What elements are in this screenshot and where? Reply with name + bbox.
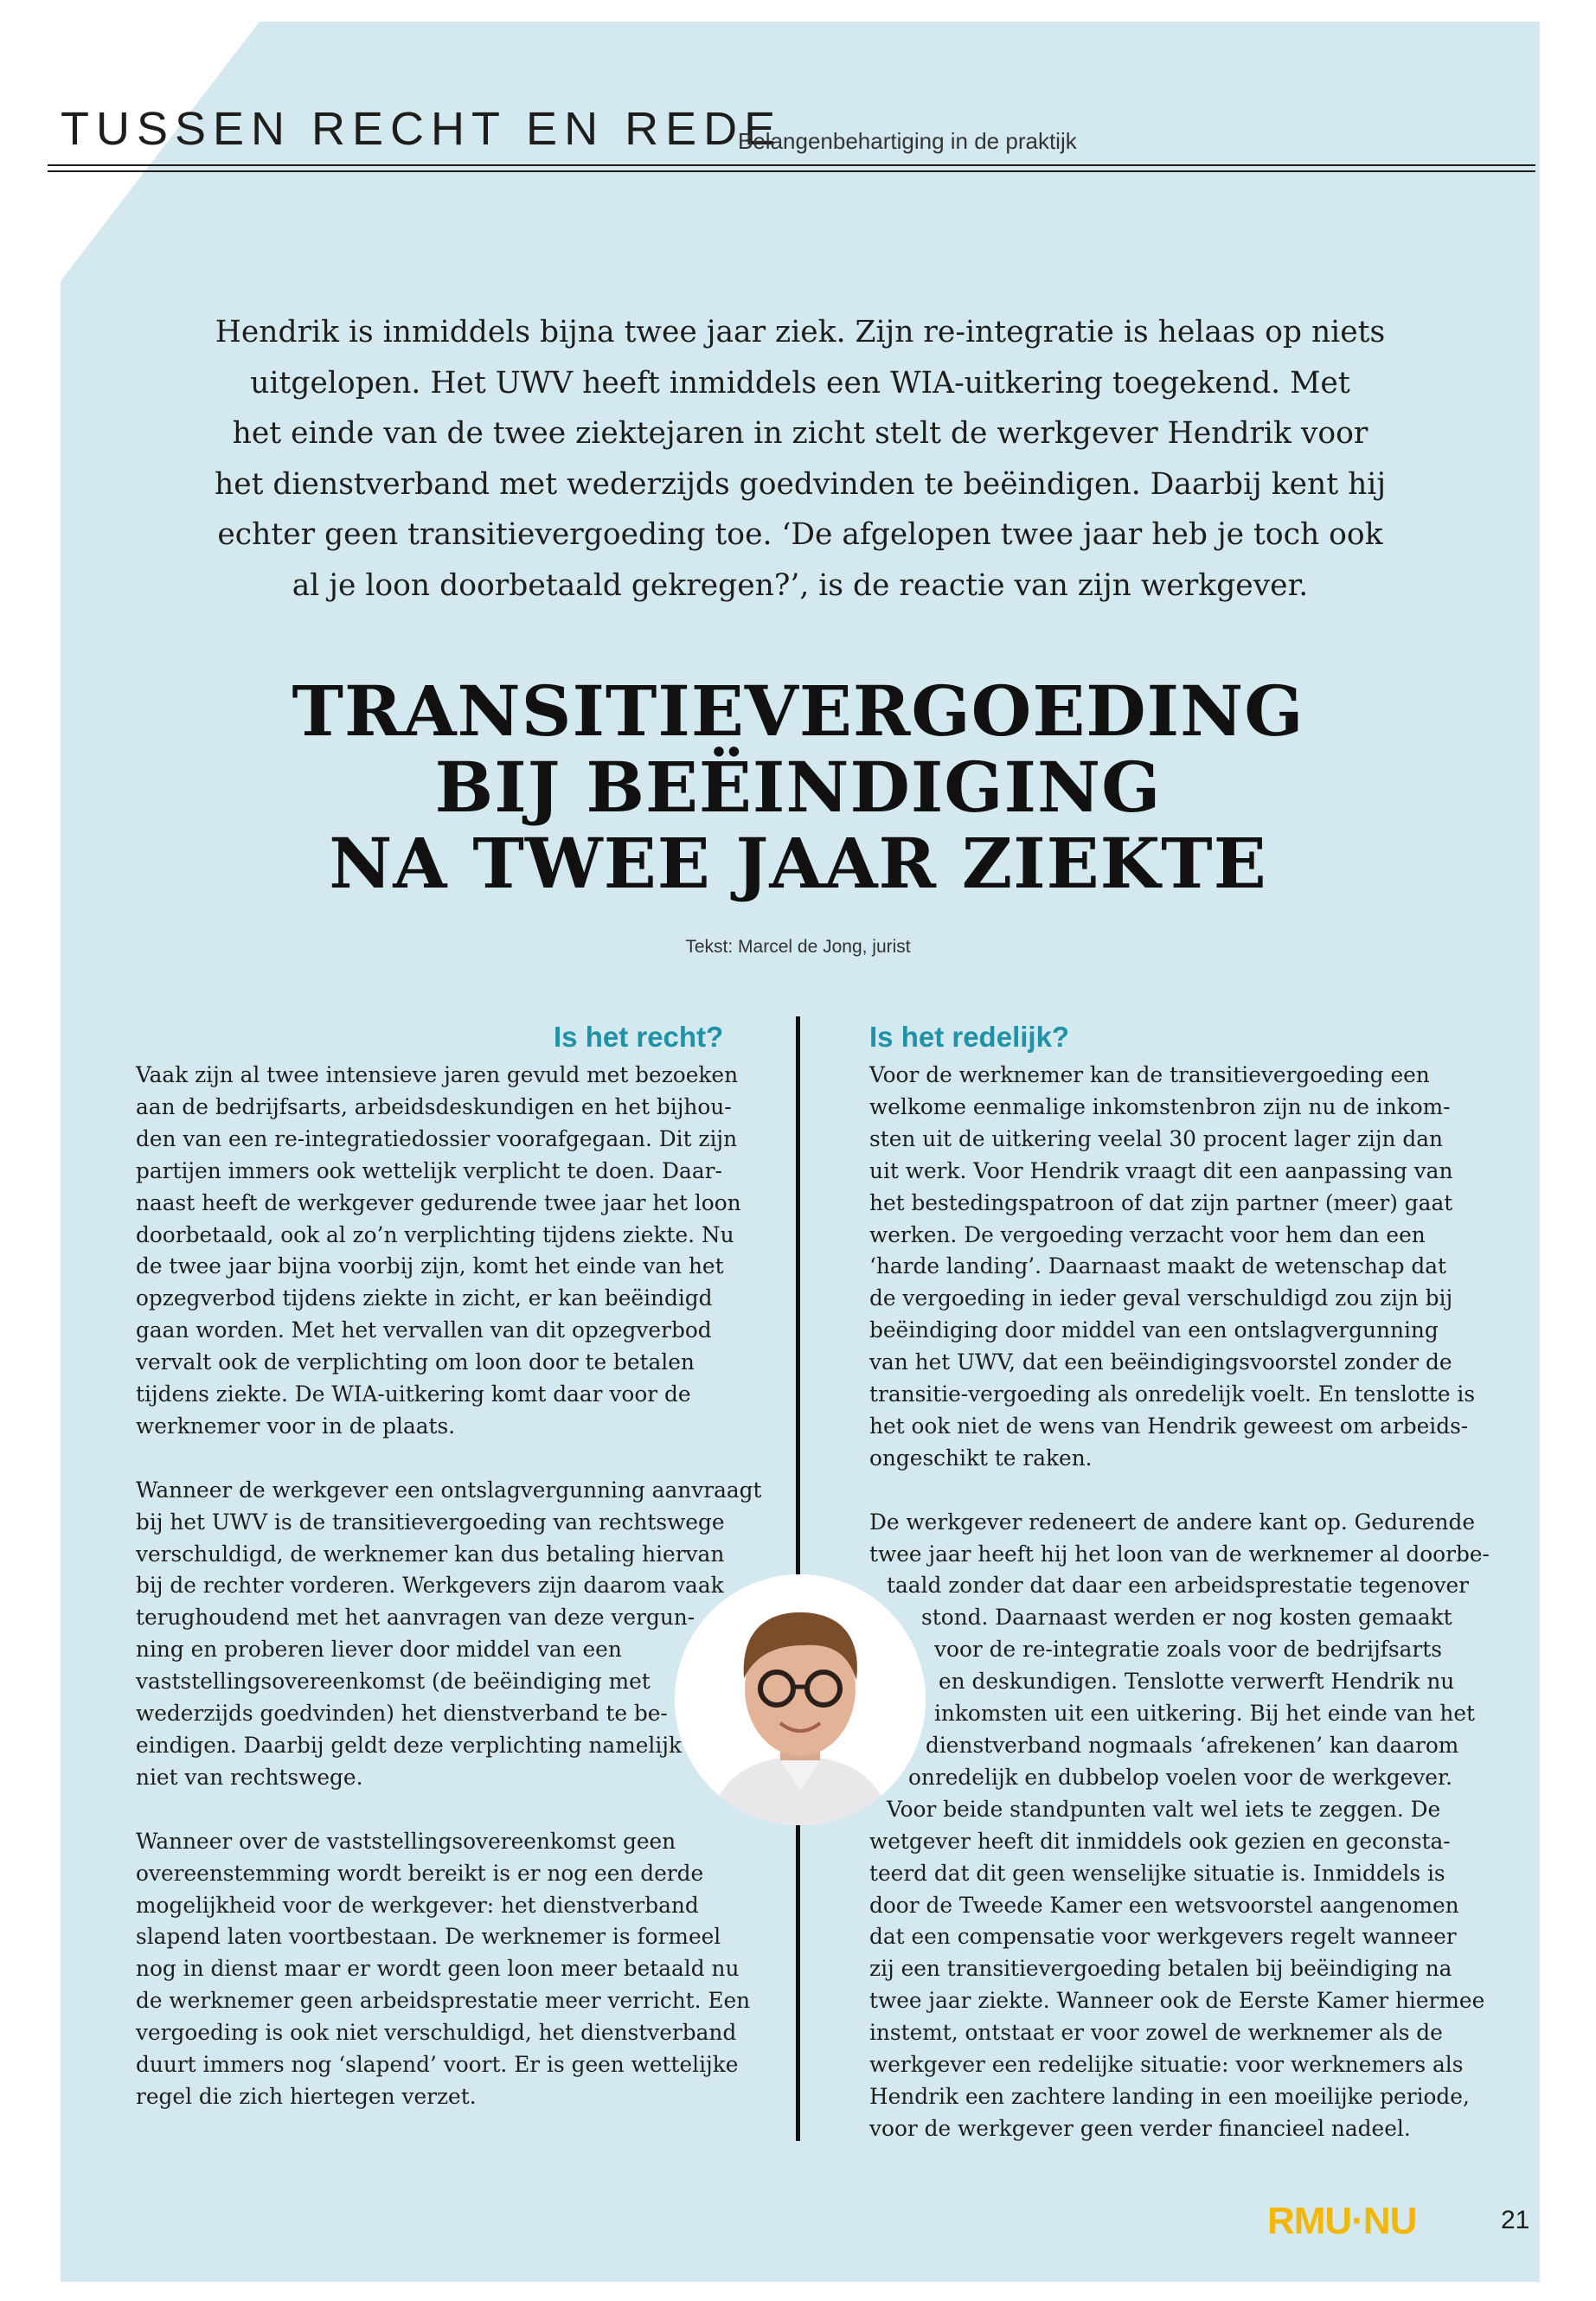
- paragraph: [136, 1060, 741, 1443]
- text-line: taald zonder dat daar een arbeidsprestatie tegenover: [887, 1573, 1470, 1599]
- text-line: werken. De vergoeding verzacht voor hem dan een: [869, 1221, 1426, 1247]
- text-line: dienstverband nogmaals ‘afrekenen’ kan daarom: [926, 1733, 1459, 1759]
- text-line: bij de rechter vorderen. Werkgevers zijn daarom vaak: [136, 1573, 724, 1599]
- page-number: 21: [1501, 2206, 1530, 2234]
- text-line: De werkgever redeneert de andere kant op. Gedurende: [869, 1509, 1475, 1535]
- text-line: Hendrik een zachtere landing in een moeilijke periode,: [869, 2083, 1470, 2109]
- text-line: onredelijk en dubbelop voelen voor de werkgever.: [908, 1764, 1452, 1790]
- section-subtitle: Belangenbehartiging in de praktijk: [738, 128, 1077, 154]
- text-line: voor de re-integratie zoals voor de bedrijfsarts: [934, 1637, 1442, 1663]
- text-line: teerd dat dit geen wenselijke situatie is. Inmiddels is: [869, 1860, 1445, 1886]
- text-line: van het UWV, dat een beëindigingsvoorstel zonder de: [869, 1349, 1452, 1375]
- title-line: BIJ BEËINDIGING: [434, 747, 1162, 828]
- text-line: het bestedingspatroon of dat zijn partner (meer) gaat: [869, 1189, 1453, 1215]
- right-column-heading: Is het redelijk?: [869, 1021, 1070, 1053]
- text-line: partijen immers ook wettelijk verplicht te doen. Daar-: [136, 1157, 722, 1183]
- text-line: uit werk. Voor Hendrik vraagt dit een aanpassing van: [869, 1157, 1453, 1183]
- text-line: Voor de werknemer kan de transitievergoeding een: [869, 1062, 1430, 1087]
- text-line: sten uit de uitkering veelal 30 procent lager zijn dan: [869, 1125, 1443, 1151]
- text-line: zij een transitievergoeding betalen bij beëindiging na: [869, 1956, 1452, 1982]
- text-line: voor de werkgever geen verder financieel nadeel.: [869, 2115, 1411, 2141]
- text-line: verschuldigd, de werknemer kan dus betaling hiervan: [136, 1541, 725, 1567]
- text-line: overeenstemming wordt bereikt is er nog een derde: [136, 1860, 704, 1886]
- text-line: stond. Daarnaast werden er nog kosten gemaakt: [921, 1605, 1452, 1631]
- text-line: niet van rechtswege.: [136, 1764, 363, 1790]
- text-line: eindigen. Daarbij geldt deze verplichting namelijk: [136, 1733, 682, 1759]
- intro-line: het einde van de twee ziektejaren in zicht stelt de werkgever Hendrik voor: [232, 416, 1368, 451]
- text-line: Wanneer over de vaststellingsovereenkomst geen: [136, 1828, 676, 1854]
- text-line: inkomsten uit een uitkering. Bij het einde van het: [934, 1701, 1475, 1727]
- text-line: transitie-vergoeding als onredelijk voelt. En tenslotte is: [869, 1381, 1476, 1407]
- text-line: wetgever heeft dit inmiddels ook gezien en geconsta-: [869, 1828, 1451, 1854]
- text-line: door de Tweede Kamer een wetsvoorstel aangenomen: [869, 1892, 1459, 1918]
- text-line: de twee jaar bijna voorbij zijn, komt het einde van het: [136, 1253, 724, 1279]
- text-line: ongeschikt te raken.: [869, 1445, 1093, 1471]
- text-line: twee jaar heeft hij het loon van de werknemer al doorbe-: [869, 1541, 1490, 1567]
- intro-line: al je loon doorbetaald gekregen?’, is de reactie van zijn werkgever.: [292, 567, 1309, 603]
- intro-line: het dienstverband met wederzijds goedvinden te beëindigen. Daarbij kent hij: [214, 466, 1387, 502]
- intro-line: echter geen transitievergoeding toe. ‘De afgelopen twee jaar heb je toch ook: [217, 517, 1383, 552]
- text-line: opzegverbod tijdens ziekte in zicht, er kan beëindigd: [136, 1285, 713, 1311]
- text-line: nog in dienst maar er wordt geen loon meer betaald nu: [136, 1956, 740, 1982]
- paragraph: [136, 1475, 762, 1794]
- text-line: doorbetaald, ook al zo’n verplichting tijdens ziekte. Nu: [136, 1221, 734, 1247]
- article-title: [173, 670, 1423, 904]
- text-line: naast heeft de werkgever gedurende twee jaar het loon: [136, 1189, 741, 1215]
- header-rule-top: [48, 164, 1535, 166]
- text-line: welkome eenmalige inkomstenbron zijn nu de inkom-: [869, 1093, 1451, 1119]
- paragraph: [869, 1507, 1490, 2145]
- title-line: TRANSITIEVERGOEDING: [292, 670, 1304, 752]
- header-rule-bottom: [48, 170, 1535, 172]
- right-column-text: [869, 1060, 1490, 2177]
- text-line: Wanneer de werkgever een ontslagvergunning aanvraagt: [136, 1477, 762, 1503]
- text-line: en deskundigen. Tenslotte verwerft Hendrik nu: [939, 1669, 1455, 1695]
- left-column-heading: Is het recht?: [554, 1021, 724, 1053]
- rmu-nu-logo: RMU·NU: [1267, 2200, 1417, 2242]
- paragraph: [869, 1060, 1476, 1475]
- text-line: gaan worden. Met het vervallen van dit opzegverbod: [136, 1317, 712, 1343]
- left-column-text: [136, 1060, 762, 2145]
- text-line: beëindiging door middel van een ontslagvergunning: [869, 1317, 1439, 1343]
- author-photo: [675, 1574, 926, 1825]
- text-line: ning en proberen liever door middel van een: [136, 1637, 622, 1663]
- text-line: vergoeding is ook niet verschuldigd, het dienstverband: [136, 2020, 737, 2046]
- text-line: de werknemer geen arbeidsprestatie meer verricht. Een: [136, 1988, 751, 2014]
- text-line: duurt immers nog ‘slapend’ voort. Er is geen wettelijke: [136, 2052, 739, 2078]
- intro-line: uitgelopen. Het UWV heeft inmiddels een WIA-uitkering toegekend. Met: [250, 365, 1350, 401]
- paragraph: [136, 1826, 751, 2113]
- text-line: ‘harde landing’. Daarnaast maakt de wetenschap dat: [869, 1253, 1446, 1279]
- text-line: Vaak zijn al twee intensieve jaren gevuld met bezoeken: [136, 1062, 739, 1087]
- text-line: Voor beide standpunten valt wel iets te zeggen. De: [887, 1796, 1441, 1822]
- intro-text: [190, 307, 1410, 611]
- text-line: aan de bedrijfsarts, arbeidsdeskundigen en het bijhou-: [136, 1093, 732, 1119]
- text-line: regel die zich hiertegen verzet.: [136, 2083, 477, 2109]
- byline: Tekst: Marcel de Jong, jurist: [685, 937, 911, 957]
- text-line: instemt, ontstaat er voor zowel de werknemer als de: [869, 2020, 1443, 2046]
- text-line: slapend laten voortbestaan. De werknemer is formeel: [136, 1924, 721, 1950]
- text-line: dat een compensatie voor werkgevers regelt wanneer: [869, 1924, 1457, 1950]
- text-line: bij het UWV is de transitievergoeding van rechtswege: [136, 1509, 725, 1535]
- text-line: vervalt ook de verplichting om loon door te betalen: [136, 1349, 695, 1375]
- text-line: twee jaar ziekte. Wanneer ook de Eerste Kamer hiermee: [869, 1988, 1485, 2014]
- text-line: vaststellingsovereenkomst (de beëindiging met: [136, 1669, 651, 1695]
- title-line: NA TWEE JAAR ZIEKTE: [329, 823, 1267, 904]
- text-line: den van een re-integratiedossier voorafgegaan. Dit zijn: [136, 1125, 738, 1151]
- text-line: wederzijds goedvinden) het dienstverband te be-: [136, 1701, 668, 1727]
- text-line: werknemer voor in de plaats.: [136, 1413, 456, 1439]
- text-line: werkgever een redelijke situatie: voor werknemers als: [869, 2052, 1464, 2078]
- intro-line: Hendrik is inmiddels bijna twee jaar ziek. Zijn re-integratie is helaas op niets: [215, 315, 1386, 349]
- section-title: TUSSEN RECHT EN REDE: [61, 103, 783, 155]
- text-line: tijdens ziekte. De WIA-uitkering komt daar voor de: [136, 1381, 691, 1407]
- text-line: de vergoeding in ieder geval verschuldigd zou zijn bij: [869, 1285, 1453, 1311]
- text-line: mogelijkheid voor de werkgever: het dienstverband: [136, 1892, 699, 1918]
- text-line: het ook niet de wens van Hendrik geweest om arbeids-: [869, 1413, 1469, 1439]
- text-line: terughoudend met het aanvragen van deze vergun-: [136, 1605, 695, 1631]
